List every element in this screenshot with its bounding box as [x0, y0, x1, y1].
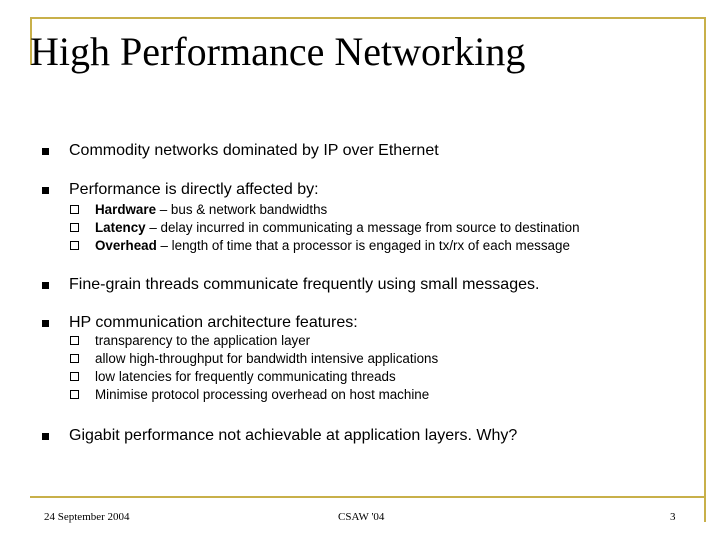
square-bullet-icon [42, 187, 49, 194]
footer-center: CSAW '04 [338, 511, 385, 523]
sub-bullet-text [95, 202, 327, 217]
bullet-text: HP communication architecture features: [69, 314, 358, 331]
square-bullet-icon [42, 282, 49, 289]
footer-line [30, 496, 706, 498]
bullet-text: Gigabit performance not achievable at application layers. Why? [69, 427, 518, 444]
sub-bullet-rest: – bus & network bandwidths [156, 202, 328, 217]
bullet-text: Performance is directly affected by: [69, 181, 319, 198]
sub-bullet-term: Latency [95, 220, 146, 235]
footer-page-number: 3 [670, 511, 676, 523]
slide-title: High Performance Networking [30, 29, 526, 74]
sub-bullet-text: low latencies for frequently communicating threads [95, 369, 396, 384]
sub-bullet-text [95, 220, 580, 235]
hollow-square-bullet-icon [70, 205, 79, 214]
sub-bullet-text: allow high-throughput for bandwidth intensive applications [95, 351, 439, 366]
sub-bullet-text [95, 238, 570, 253]
hollow-square-bullet-icon [70, 241, 79, 250]
sub-bullet-text: Minimise protocol processing overhead on host machine [95, 387, 430, 402]
hollow-square-bullet-icon [70, 223, 79, 232]
square-bullet-icon [42, 320, 49, 327]
square-bullet-icon [42, 433, 49, 440]
sub-bullet-term: Overhead [95, 238, 157, 253]
sub-bullet-rest: – delay incurred in communicating a message from source to destination [145, 220, 580, 235]
sub-bullet-rest: – length of time that a processor is engaged in tx/rx of each message [156, 238, 570, 253]
hollow-square-bullet-icon [70, 336, 79, 345]
frame-line-right [704, 17, 706, 522]
square-bullet-icon [42, 148, 49, 155]
footer-date: 24 September 2004 [44, 511, 130, 523]
hollow-square-bullet-icon [70, 354, 79, 363]
frame-line-top [30, 17, 706, 19]
hollow-square-bullet-icon [70, 390, 79, 399]
bullet-text: Fine-grain threads communicate frequently using small messages. [69, 276, 540, 293]
bullet-text: Commodity networks dominated by IP over Ethernet [69, 142, 439, 159]
hollow-square-bullet-icon [70, 372, 79, 381]
sub-bullet-text: transparency to the application layer [95, 333, 311, 348]
sub-bullet-term: Hardware [95, 202, 157, 217]
